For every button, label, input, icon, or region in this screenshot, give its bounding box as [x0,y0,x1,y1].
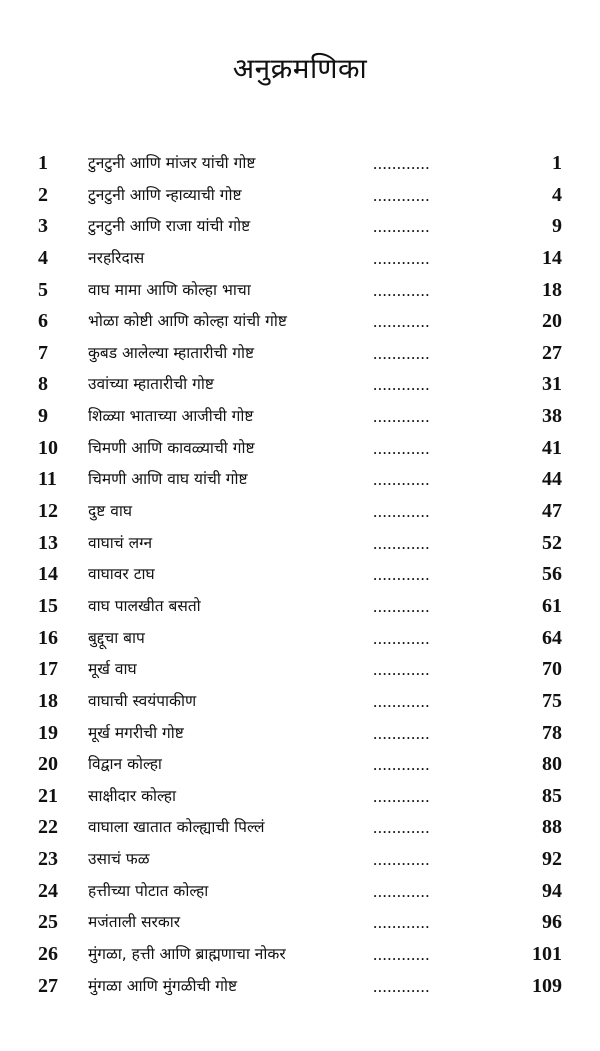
toc-entry-title: वाघ पालखीत बसतो [88,596,201,615]
toc-dot-leader: ............ [373,818,430,838]
toc-dot-leader: ............ [373,945,430,965]
toc-entry [0,148,600,180]
toc-entry-page: 101 [532,943,562,966]
toc-dot-leader: ............ [373,343,430,363]
toc-entry [0,876,600,908]
toc-entry [0,180,600,212]
toc-dot-leader: ............ [373,755,430,775]
toc-entry [0,243,600,275]
toc-entry-page: 27 [542,341,562,364]
toc-entry [0,654,600,686]
toc-entry-page: 96 [542,911,562,934]
toc-entry-number: 6 [38,310,48,333]
toc-entry-title: विद्वान कोल्हा [88,755,162,774]
toc-entry-page: 4 [552,183,562,206]
toc-entry-page: 94 [542,879,562,902]
toc-entry-title: वाघाची स्वयंपाकीण [88,691,197,710]
toc-entry-number: 20 [38,753,58,776]
toc-dot-leader: ............ [373,407,430,427]
toc-entry-page: 20 [542,310,562,333]
toc-entry-page: 75 [542,689,562,712]
toc-entry-number: 3 [38,215,48,238]
toc-entry [0,623,600,655]
toc-entry-title: मुंगळा आणि मुंगळीची गोष्ट [88,976,238,995]
toc-entry-page: 41 [542,436,562,459]
toc-entry-page: 92 [542,848,562,871]
toc-entry [0,686,600,718]
toc-entry-number: 9 [38,405,48,428]
toc-dot-leader: ............ [373,438,430,458]
toc-entry-number: 11 [38,468,57,491]
toc-dot-leader: ............ [373,596,430,616]
toc-entry-number: 13 [38,531,58,554]
toc-entry-page: 109 [532,974,562,997]
toc-entry-title: वाघावर टाघ [88,565,155,584]
toc-entry [0,211,600,243]
toc-entry-title: शिळ्या भाताच्या आजीची गोष्ट [88,407,254,426]
toc-entry-number: 5 [38,278,48,301]
toc-entry-title: वाघाला खातात कोल्ह्याची पिल्लं [88,818,265,837]
toc-entry [0,907,600,939]
toc-entry-number: 27 [38,974,58,997]
toc-entry [0,306,600,338]
toc-entry-page: 52 [542,531,562,554]
toc-entry [0,369,600,401]
toc-dot-leader: ............ [373,533,430,553]
toc-dot-leader: ............ [373,217,430,237]
toc-entry [0,401,600,433]
toc-entry-title: कुबड आलेल्या म्हातारीची गोष्ट [88,343,255,362]
toc-entry-page: 64 [542,626,562,649]
toc-dot-leader: ............ [373,691,430,711]
toc-entry [0,275,600,307]
toc-entry-title: हत्तीच्या पोटात कोल्हा [88,881,209,900]
toc-entry [0,844,600,876]
toc-entry-title: बुद्दूचा बाप [88,628,145,647]
toc-entry-title: भोळा कोष्टी आणि कोल्हा यांची गोष्ट [88,312,287,331]
toc-entry-page: 78 [542,721,562,744]
toc-entry-number: 19 [38,721,58,744]
toc-entry-title: मूर्ख वाघ [88,660,137,679]
toc-entry-page: 18 [542,278,562,301]
toc-entry-page: 47 [542,500,562,523]
toc-entry-page: 56 [542,563,562,586]
toc-entry-page: 80 [542,753,562,776]
toc-entry [0,939,600,971]
toc-entry [0,971,600,1003]
toc-dot-leader: ............ [373,881,430,901]
toc-entry-title: दुष्ट वाघ [88,502,133,521]
toc-dot-leader: ............ [373,375,430,395]
toc-entry-title: वाघाचं लग्न [88,533,153,552]
toc-entry-title: उसाचं फळ [88,850,150,869]
toc-dot-leader: ............ [373,280,430,300]
toc-dot-leader: ............ [373,502,430,522]
toc-entry-title: साक्षीदार कोल्हा [88,786,176,805]
toc-entry-number: 16 [38,626,58,649]
toc-entry-number: 21 [38,784,58,807]
toc-entry-number: 15 [38,594,58,617]
toc-dot-leader: ............ [373,850,430,870]
toc-entry-page: 31 [542,373,562,396]
table-of-contents [0,148,600,1002]
toc-entry-page: 38 [542,405,562,428]
toc-entry-page: 1 [552,152,562,174]
toc-entry [0,781,600,813]
toc-entry-title: नरहरिदास [88,248,145,267]
toc-entry-number: 26 [38,943,58,966]
toc-dot-leader: ............ [373,660,430,680]
toc-entry-page: 9 [552,215,562,238]
toc-entry-title: वाघ मामा आणि कोल्हा भाचा [88,280,251,299]
toc-entry-number: 1 [38,152,48,174]
toc-entry-number: 22 [38,816,58,839]
toc-dot-leader: ............ [373,565,430,585]
toc-entry [0,559,600,591]
toc-dot-leader: ............ [373,913,430,933]
toc-dot-leader: ............ [373,628,430,648]
toc-entry-page: 85 [542,784,562,807]
toc-entry-number: 2 [38,183,48,206]
toc-entry-number: 14 [38,563,58,586]
toc-entry [0,718,600,750]
toc-entry-page: 44 [542,468,562,491]
toc-entry-page: 14 [542,246,562,269]
toc-entry-title: मजंताली सरकार [88,913,181,932]
toc-entry [0,591,600,623]
toc-entry [0,338,600,370]
toc-dot-leader: ............ [373,154,430,173]
toc-dot-leader: ............ [373,185,430,205]
toc-entry-number: 18 [38,689,58,712]
toc-entry-page: 70 [542,658,562,681]
toc-entry-number: 7 [38,341,48,364]
toc-entry [0,749,600,781]
toc-entry-number: 12 [38,500,58,523]
toc-entry-number: 23 [38,848,58,871]
toc-dot-leader: ............ [373,470,430,490]
toc-entry-number: 24 [38,879,58,902]
page-title: अनुक्रमणिका [232,51,368,85]
toc-dot-leader: ............ [373,723,430,743]
toc-entry [0,528,600,560]
toc-entry-number: 8 [38,373,48,396]
toc-entry-page: 61 [542,594,562,617]
toc-entry-title: टुनटुनी आणि राजा यांची गोष्ट [88,217,251,236]
toc-entry [0,433,600,465]
toc-entry-title: उवांच्या म्हातारीची गोष्ट [88,375,214,394]
toc-entry-number: 17 [38,658,58,681]
toc-entry-title: चिमणी आणि कावळ्याची गोष्ट [88,438,255,457]
toc-entry-number: 10 [38,436,58,459]
toc-entry-title: टुनटुनी आणि न्हाव्याची गोष्ट [88,185,242,204]
toc-entry-title: मुंगळा, हत्ती आणि ब्राह्मणाचा नोकर [88,945,286,964]
toc-entry [0,464,600,496]
toc-entry-page: 88 [542,816,562,839]
toc-entry [0,812,600,844]
toc-entry-number: 4 [38,246,48,269]
toc-entry-title: टुनटुनी आणि मांजर यांची गोष्ट [88,154,256,172]
toc-dot-leader: ............ [373,248,430,268]
toc-dot-leader: ............ [373,786,430,806]
toc-dot-leader: ............ [373,312,430,332]
toc-dot-leader: ............ [373,976,430,996]
toc-entry-number: 25 [38,911,58,934]
toc-entry-title: मूर्ख मगरीची गोष्ट [88,723,184,742]
toc-entry [0,496,600,528]
toc-entry-title: चिमणी आणि वाघ यांची गोष्ट [88,470,248,489]
